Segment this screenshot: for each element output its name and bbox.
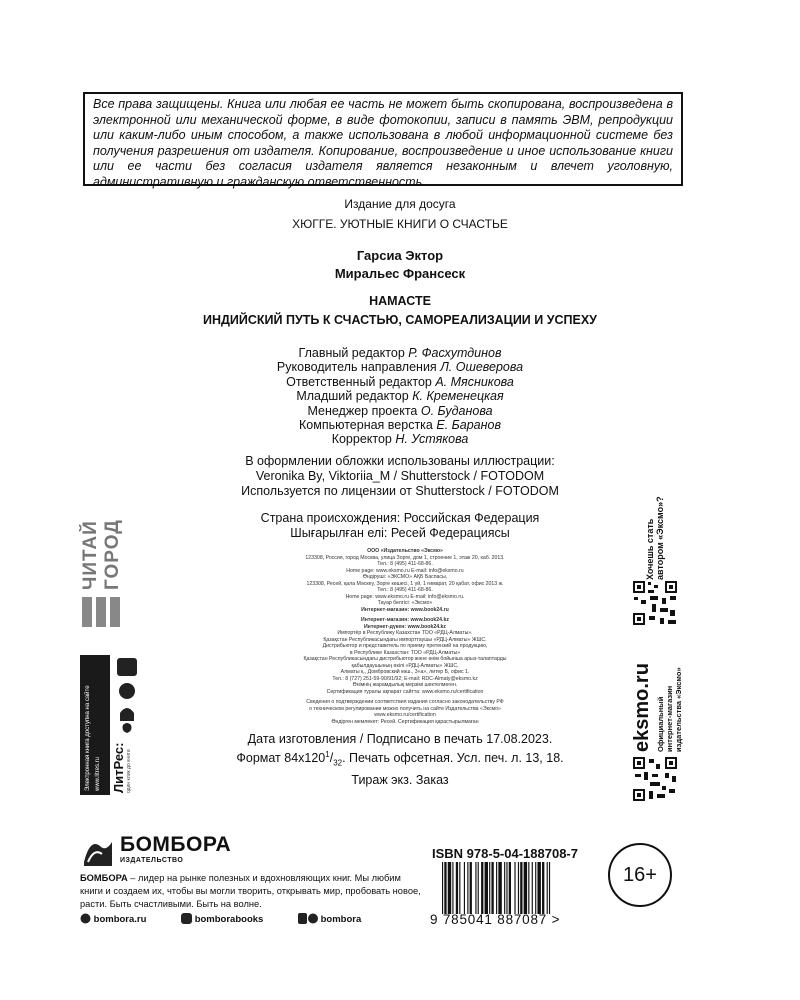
bombora-logo: БОМБОРА ИЗДАТЕЛЬСТВО — [80, 830, 280, 870]
isbn: ISBN 978-5-04-188708-7 — [432, 846, 578, 861]
barcode — [440, 862, 596, 914]
qr-code-author[interactable] — [632, 580, 678, 626]
barcode-bar — [542, 862, 544, 914]
barcode-bar — [467, 862, 468, 914]
author-1: Гарсиа Эктор — [356, 248, 444, 263]
staff-row: Младший редактор К. Кременецкая — [296, 389, 504, 404]
book-title: НАМАСТЕ — [369, 294, 431, 308]
barcode-bar — [475, 862, 476, 914]
staff-list — [220, 346, 580, 447]
eksmo-store-text: Официальный интернет-магазин издательства «Эксмо» — [656, 667, 683, 752]
barcode-bar — [535, 862, 536, 914]
barcode-bar — [485, 862, 488, 914]
staff-row: Компьютерная верстка Е. Баранов — [299, 418, 501, 433]
android-icon — [120, 708, 134, 721]
barcode-bar — [481, 862, 483, 914]
book-subtitle: ИНДИЙСКИЙ ПУТЬ К СЧАСТЬЮ, САМОРЕАЛИЗАЦИИ И УСПЕХУ — [203, 313, 597, 327]
staff-row: Менеджер проекта О. Буданова — [307, 403, 493, 418]
social-tg[interactable]: bombora — [298, 914, 377, 925]
barcode-bar — [547, 862, 548, 914]
qr-code-icon — [632, 756, 678, 802]
barcode-bar — [504, 862, 505, 914]
chitai-gorod-logo: ЧИТАЙ ГОРОД — [80, 505, 124, 631]
print-info: Дата изготовления / Подписано в печать 17.08.2023. Формат $84x120^1/_{32}$. Печать офсетная. Усл. печ. л. 13, 18. Тираж экз. Заказ — [236, 732, 564, 787]
origin: Страна происхождения: Российская Федерация Шығарылған елі: Ресей Федерациясы — [260, 511, 540, 540]
barcode-bar — [470, 862, 472, 914]
imprint-block: ООО «Издательство «Эксмо» 123308, Россия, город Москва, улица Зорге, дом 1, строение 1, этаж 20, каб. 2013. Тел.: 8 (495) 411-68-86. Home page: www.eksmo.ru E-mail: info@eksmo.ru Өндіруші: «ЭКСМО» АҚБ Баспасы, 123308, Ресей, қала Мәскеу, Зорге көшесі, 1 үй, 1 ғимарат, 20 қабат, офис 2013 ж. Тел.: 8 (495) 411-68-86. Home page: www.eksmo.ru E-mail: info@eksmo.ru. Тауар белгісі: «Эксмо» Интернет-магазин: www.book24.ru Интернет-магазин: www.book24.kz Интернет-дүкен: www.book24.kz Импортёр в Республику Казахстан ТОО «РДЦ-Алматы». Қазақстан Республикасындағы импорттаушы «РДЦ-Алматы» ЖШС. Дистрибьютор и представитель по приему претензий на продукцию, в Республике Казахстан: ТОО «РДЦ-Алматы» Қазақстан Республикасындағы дистрибьютор және өнім бойынша арыз-талаптарды қабылдаушының өкілі «РДЦ-Алматы» ЖШС, Алматы қ., Домбровский көш., 3«а», литер Б, офис 1. Тел.: 8 (727) 251-59-90/91/92; E-mail: RDC-Almaty@eksmo.kz Өнімнің жарамдылық мерзімі шектелмеген. Сертификация туралы ақпарат сайтта: www.eksmo.ru/certification Сведения о подтверждении соответствия издания согласно законодательству РФ о техническом регулировании можно получить на сайте Издательства «Эксмо» www.eksmo.ru/certification Өндірген мемлекет: Ресей. Сертификация қарастырылмаған — [303, 548, 507, 725]
barcode-bar — [442, 862, 443, 914]
barcode-bar — [459, 862, 460, 914]
telegram-icon — [298, 913, 318, 924]
barcode-bar — [524, 862, 527, 914]
app-gallery-icon — [119, 683, 135, 699]
barcode-bar — [496, 862, 497, 914]
barcode-digits: 9 785041 887087 > — [430, 912, 561, 927]
series-name: ХЮГГЕ. УЮТНЫЕ КНИГИ О СЧАСТЬЕ — [292, 217, 508, 231]
barcode-bar — [518, 862, 519, 914]
litres-block: Электронная книга доступна на сайте www.litres.ru ЛитРес: один клик до книги — [80, 655, 140, 795]
barcode-bar — [506, 862, 507, 914]
barcode-bar — [532, 862, 533, 914]
staff-row: Главный редактор Р. Фасхутдинов — [298, 346, 502, 360]
edition-type: Издание для досуга — [344, 197, 456, 211]
bombora-wave-icon — [80, 832, 116, 868]
google-play-icon — [117, 658, 137, 676]
qr-code-store[interactable] — [632, 756, 678, 802]
barcode-bar — [491, 862, 493, 914]
barcode-bar — [520, 862, 522, 914]
barcode-bar — [537, 862, 540, 914]
staff-row: Корректор Н. Устякова — [331, 432, 469, 447]
author-2: Миральес Франсеск — [334, 266, 466, 281]
barcode-bar — [464, 862, 465, 914]
litres-vertical-band: Электронная книга доступна на сайте www.litres.ru — [80, 655, 110, 795]
eksmo-site[interactable]: eksmo.ru — [631, 663, 653, 752]
social-vk[interactable]: bomborabooks — [181, 914, 282, 925]
chitai-gorod-icon — [80, 593, 124, 631]
social-links — [80, 913, 393, 925]
bombora-description: БОМБОРА – лидер на рынке полезных и вдохновляющих книг. Мы любим книги и создаем их, чтобы вы могли творить, открывать мир, пробовать новое, расти. Быть счастливыми. Быть на волне. — [80, 873, 421, 909]
barcode-bar — [489, 862, 490, 914]
illustration-credits: В оформлении обложки использованы иллюстрации: Veronika By, Viktoriia_M / Shutterstock / FOTODOM Используется по лицензии от Shutterstock / FOTODOM — [241, 454, 559, 498]
barcode-bar — [514, 862, 515, 914]
barcode-bar — [444, 862, 446, 914]
rights-notice: Все права защищены. Книга или любая ее часть не может быть скопирована, воспроизведена в электронной или механической форме, в виде фотокопии, записи в память ЭВМ, репродукции или каким-либо иным способом, а также использована в любой информационной системе без получения разрешения от издателя. Копирование, воспроизведение и иное использование книги или ее части без согласия издателя является незаконным и влечет уголовную, административную и гражданскую ответственность. — [83, 92, 683, 186]
staff-row: Руководитель направления Л. Ошеверова — [276, 360, 524, 375]
store-icons — [114, 655, 140, 733]
barcode-bar — [478, 862, 479, 914]
eksmo-author-text: Хочешь стать автором «Эксмо»? — [645, 496, 665, 580]
vk-icon — [181, 913, 192, 924]
barcode-bar — [456, 862, 458, 914]
barcode-bar — [509, 862, 511, 914]
staff-row: Ответственный редактор А. Мясникова — [286, 374, 514, 389]
social-site[interactable]: bombora.ru — [80, 914, 165, 925]
barcode-bar — [549, 862, 550, 914]
barcode-bar — [452, 862, 453, 914]
age-rating-badge: 16+ — [608, 843, 672, 907]
barcode-bar — [528, 862, 529, 914]
barcode-bar — [448, 862, 451, 914]
apple-icon — [123, 723, 132, 733]
globe-icon — [80, 913, 91, 924]
qr-code-icon — [632, 580, 678, 626]
barcode-bar — [498, 862, 501, 914]
